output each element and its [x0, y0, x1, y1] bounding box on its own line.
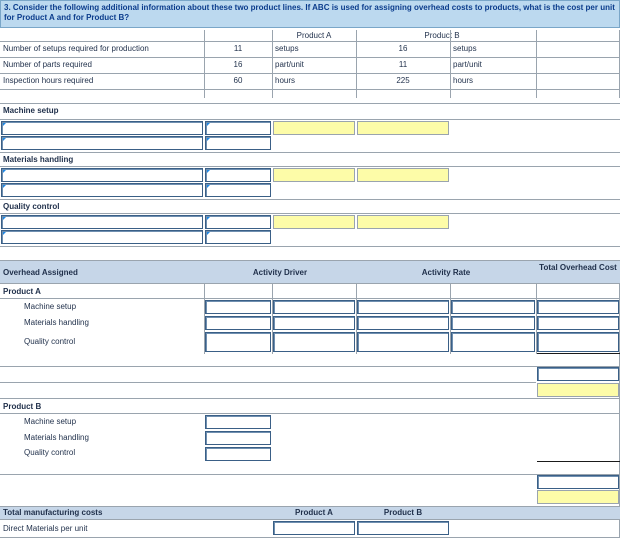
product-a-quality-control-rate-unit[interactable]: [451, 332, 535, 352]
grid-line: [0, 382, 536, 383]
quality-control-input-1[interactable]: [1, 215, 203, 229]
product-b-total-overhead[interactable]: [537, 475, 619, 489]
info-row-b-unit: setups: [453, 44, 477, 53]
product-a-activity-quality-control: Quality control: [24, 337, 76, 346]
info-row-label: Inspection hours required: [3, 76, 94, 85]
question-text: 3. Consider the following additional information about these two product lines. If ABC is used for assigning overhead costs to products, what is the cost per unit for Product A and for Product B?: [0, 0, 620, 28]
machine-setup-answer-a[interactable]: [273, 121, 355, 135]
grid-line: [0, 413, 620, 414]
product-a-quality-control-rate[interactable]: [357, 332, 449, 352]
section-machine-setup: Machine setup: [3, 106, 59, 115]
quality-control-answer-a[interactable]: [273, 215, 355, 229]
materials-handling-answer-b[interactable]: [357, 168, 449, 182]
grid-line: [450, 30, 451, 98]
product-a-total-overhead[interactable]: [537, 367, 619, 381]
product-b-quality-control-driver[interactable]: [205, 447, 271, 461]
footer-product-b: Product B: [383, 508, 423, 517]
product-b-machine-setup-driver[interactable]: [205, 415, 271, 429]
grid-line: [0, 166, 620, 167]
info-row-b-value: 11: [398, 60, 408, 69]
grid-line: [619, 30, 620, 98]
grid-line: [204, 30, 205, 98]
grid-line: [0, 89, 620, 90]
product-a-activity-machine-setup: Machine setup: [24, 302, 77, 311]
quality-control-input-3[interactable]: [1, 230, 203, 244]
product-b-materials-handling-driver[interactable]: [205, 431, 271, 445]
grid-line: [0, 213, 620, 214]
grid-line: [0, 152, 620, 153]
quality-control-input-2[interactable]: [205, 215, 271, 229]
machine-setup-input-1[interactable]: [1, 121, 203, 135]
footer-product-a: Product A: [295, 508, 333, 517]
info-row-a-value: 60: [233, 76, 243, 85]
product-b-activity-materials-handling: Materials handling: [24, 433, 89, 442]
col-overhead-assigned: Overhead Assigned: [3, 268, 78, 277]
product-a-machine-setup-rate-unit[interactable]: [451, 300, 535, 314]
product-a-quality-control-total[interactable]: [537, 332, 619, 352]
materials-handling-input-3[interactable]: [1, 183, 203, 197]
grid-line: [0, 41, 620, 42]
materials-handling-input-2[interactable]: [205, 168, 271, 182]
machine-setup-input-2[interactable]: [205, 121, 271, 135]
product-a-machine-setup-driver[interactable]: [205, 300, 271, 314]
info-row-b-unit: part/unit: [453, 60, 482, 69]
info-row-b-value: 16: [398, 44, 408, 53]
product-b-overhead-per-unit[interactable]: [537, 490, 619, 504]
direct-materials-product-a[interactable]: [273, 521, 355, 535]
grid-line: [0, 474, 620, 475]
product-a-machine-setup-rate[interactable]: [357, 300, 449, 314]
grid-line: [0, 103, 620, 104]
quality-control-input-4[interactable]: [205, 230, 271, 244]
info-header-product-b: Product B: [424, 31, 460, 40]
product-a-materials-handling-rate-unit[interactable]: [451, 316, 535, 330]
grid-line: [272, 30, 273, 98]
product-a-overhead-per-unit[interactable]: [537, 383, 619, 397]
product-a-quality-control-driver-unit[interactable]: [273, 332, 355, 352]
materials-handling-input-4[interactable]: [205, 183, 271, 197]
product-a-materials-handling-driver[interactable]: [205, 316, 271, 330]
grid-line: [0, 119, 620, 120]
col-activity-rate: Activity Rate: [421, 268, 471, 277]
info-header-product-a: Product A: [296, 31, 332, 40]
materials-handling-input-1[interactable]: [1, 168, 203, 182]
grid-line: [0, 246, 620, 247]
product-a-machine-setup-driver-unit[interactable]: [273, 300, 355, 314]
info-row-label: Number of parts required: [3, 60, 92, 69]
grid-line: [0, 57, 620, 58]
direct-materials-product-b[interactable]: [357, 521, 449, 535]
grid-line: [0, 199, 620, 200]
info-row-a-value: 16: [233, 60, 243, 69]
machine-setup-input-4[interactable]: [205, 136, 271, 150]
col-activity-driver: Activity Driver: [252, 268, 308, 277]
product-a-machine-setup-total[interactable]: [537, 300, 619, 314]
section-quality-control: Quality control: [3, 202, 60, 211]
quality-control-answer-b[interactable]: [357, 215, 449, 229]
info-row-label: Number of setups required for production: [3, 44, 149, 53]
product-a-materials-handling-total[interactable]: [537, 316, 619, 330]
product-a-quality-control-driver[interactable]: [205, 332, 271, 352]
subtotal-line: [537, 461, 620, 462]
info-row-b-unit: hours: [453, 76, 474, 85]
product-b-activity-machine-setup: Machine setup: [24, 417, 77, 426]
machine-setup-answer-b[interactable]: [357, 121, 449, 135]
info-row-a-unit: hours: [275, 76, 296, 85]
materials-handling-answer-a[interactable]: [273, 168, 355, 182]
grid-line: [0, 537, 620, 538]
grid-line: [619, 284, 620, 538]
machine-setup-input-3[interactable]: [1, 136, 203, 150]
grid-line: [0, 298, 620, 299]
total-manufacturing-costs-label: Total manufacturing costs: [3, 508, 103, 517]
grid-line: [0, 398, 620, 399]
direct-materials-label: Direct Materials per unit: [3, 524, 88, 533]
overhead-product-a: Product A: [3, 287, 41, 296]
info-row-a-unit: part/unit: [275, 60, 304, 69]
grid-line: [0, 73, 620, 74]
col-total-overhead-cost: Total Overhead Cost: [539, 263, 617, 272]
product-a-materials-handling-driver-unit[interactable]: [273, 316, 355, 330]
info-row-a-value: 11: [233, 44, 243, 53]
overhead-product-b: Product B: [3, 402, 42, 411]
product-a-activity-materials-handling: Materials handling: [24, 318, 89, 327]
product-b-activity-quality-control: Quality control: [24, 448, 76, 457]
grid-line: [356, 30, 357, 98]
grid-line: [0, 366, 620, 367]
grid-line: [536, 30, 537, 98]
subtotal-line: [537, 353, 620, 354]
product-a-materials-handling-rate[interactable]: [357, 316, 449, 330]
section-materials-handling: Materials handling: [3, 155, 74, 164]
info-row-b-value: 225: [396, 76, 410, 85]
info-row-a-unit: setups: [275, 44, 299, 53]
